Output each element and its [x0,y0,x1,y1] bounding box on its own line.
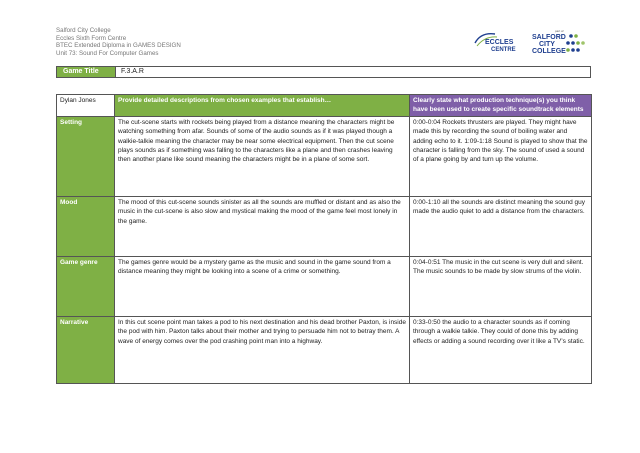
setting-technique: 0:00-0:04 Rockets thrusters are played. They might have made this by recording the sound of boiling water and adding echo to it. 1:09-1:18 Sound is played to show that the character is falling from the sky. The sound of used a sound of a plane going by and turn up the volume. [410,116,592,196]
technique-column-header: Clearly state what production technique(s) you think have been used to create specific soundtrack elements [410,95,592,117]
table-row-game-genre [57,256,592,316]
salford-part-of: part of [555,29,564,33]
row-label-game-genre: Game genre [57,256,115,316]
game-genre-description: The games genre would be a mystery game as the music and sound in the game sound from a distance meaning they might be looking into a scene of a crime or something. [115,256,410,316]
salford-line3: COLLEGE [532,48,566,55]
salford-line1: SALFORD [532,34,566,41]
row-label-setting: Setting [57,116,115,196]
narrative-description: In this cut scene point man takes a pod to his next destination and his dead brother Paxton, is inside the pod with him. Paxton talks about their mother and trying to persuade him not to betray them. A wave of energy comes over the pod crashing point man into a highway. [115,316,410,383]
centre-name: Eccles Sixth Form Centre [56,34,127,42]
college-name: Salford City College [56,27,111,34]
game-genre-technique: 0:04-0:51 The music in the cut scene is very dull and silent. The music sounds to be made by slow strums of the violin. [410,256,592,316]
table-row-setting [57,116,592,196]
game-title-row [56,66,591,78]
salford-city-college-logo [529,28,589,56]
game-title-value: F.3.A.R [115,67,590,77]
course-name: BTEC Extended Diploma in GAMES DESIGN [56,42,181,50]
row-label-mood: Mood [57,196,115,256]
salford-line2: CITY [539,41,555,48]
eccles-line2: CENTRE [491,47,516,53]
table-header-row [57,95,592,117]
mood-technique: 0:00-1:10 all the sounds are distinct meaning the sound guy made the audio quiet to add a distance from the characters. [410,196,592,256]
table-row-narrative [57,316,592,383]
row-label-narrative: Narrative [57,316,115,383]
narrative-technique: 0:33-0:50 the audio to a character sounds as if coming through a walkie talkie. They could of done this by adding effects or adding a sound recording over it like a TV’s static. [410,316,592,383]
table-row-mood [57,196,592,256]
analysis-table [56,94,592,384]
game-title-label: Game Title [57,67,115,77]
eccles-centre-logo [471,30,519,54]
description-column-header: Provide detailed descriptions from chosen examples that establish… [115,95,410,117]
unit-name: Unit 73: Sound For Computer Games [56,49,159,57]
eccles-line1: ECCLES [485,39,514,46]
header-text [56,27,181,57]
setting-description: The cut-scene starts with rockets being played from a distance meaning the characters might be watching something from afar. Sounds of some of the audio sounds as if it was played though a walkie-talkie meaning the character may be near some electrical equipment. Then the cut scene plays sounds as if something was falling to the characters like a plane and then crashes leaving then another plane like sound meaning the characters might be in a plane of some sort. [115,116,410,196]
mood-description: The mood of this cut-scene sounds sinister as all the sounds are muffled or distant and as also the music in the cut-scene is also slow and mystical making the mood of the game feel most lonely in the game. [115,196,410,256]
student-name: Dylan Jones [57,95,115,117]
